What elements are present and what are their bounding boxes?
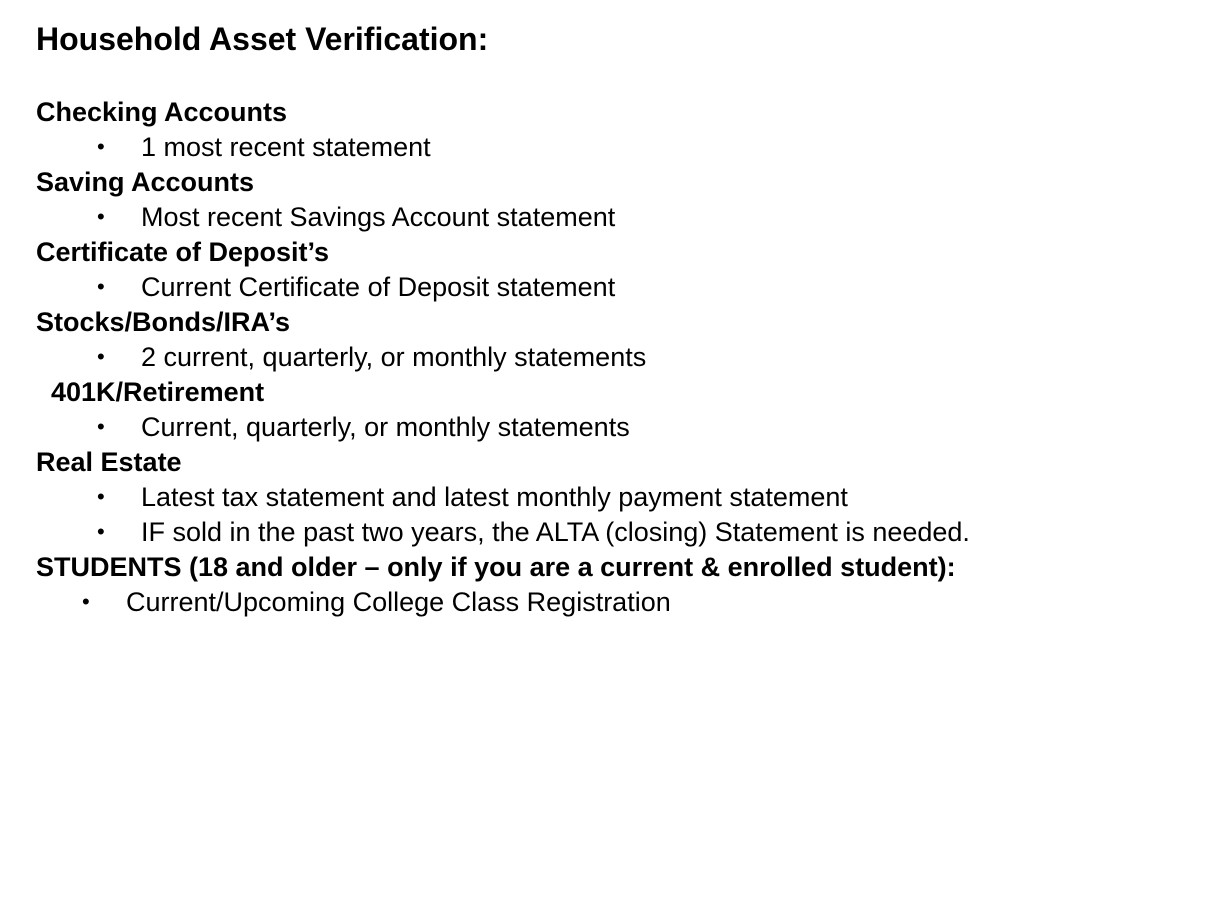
bullet-icon: • [97, 414, 105, 439]
page-title: Household Asset Verification: [36, 21, 489, 57]
list-item-text: Current Certificate of Deposit statement [141, 272, 616, 302]
section-heading-real-estate: Real Estate [36, 447, 182, 477]
bullet-icon: • [97, 274, 105, 299]
section-heading-checking: Checking Accounts [36, 97, 288, 127]
list-item-text: Most recent Savings Account statement [141, 202, 616, 232]
section-heading-401k: 401K/Retirement [51, 377, 265, 407]
section-heading-savings: Saving Accounts [36, 167, 255, 197]
bullet-icon: • [82, 589, 90, 614]
bullet-icon: • [97, 344, 105, 369]
list-item-text: 1 most recent statement [141, 132, 431, 162]
bullet-icon: • [97, 134, 105, 159]
section-heading-students: STUDENTS (18 and older – only if you are a current & enrolled student): [36, 552, 956, 582]
bullet-icon: • [97, 204, 105, 229]
list-item-text: IF sold in the past two years, the ALTA (closing) Statement is needed. [141, 517, 970, 547]
list-item-text: 2 current, quarterly, or monthly statements [141, 342, 647, 372]
list-item-text: Current/Upcoming College Class Registration [126, 587, 671, 617]
list-item-text: Current, quarterly, or monthly statements [141, 412, 630, 442]
list-item-text: Latest tax statement and latest monthly payment statement [141, 482, 848, 512]
section-heading-cd: Certificate of Deposit’s [36, 237, 330, 267]
section-heading-stocks: Stocks/Bonds/IRA’s [36, 307, 291, 337]
bullet-icon: • [97, 519, 105, 544]
bullet-icon: • [97, 484, 105, 509]
